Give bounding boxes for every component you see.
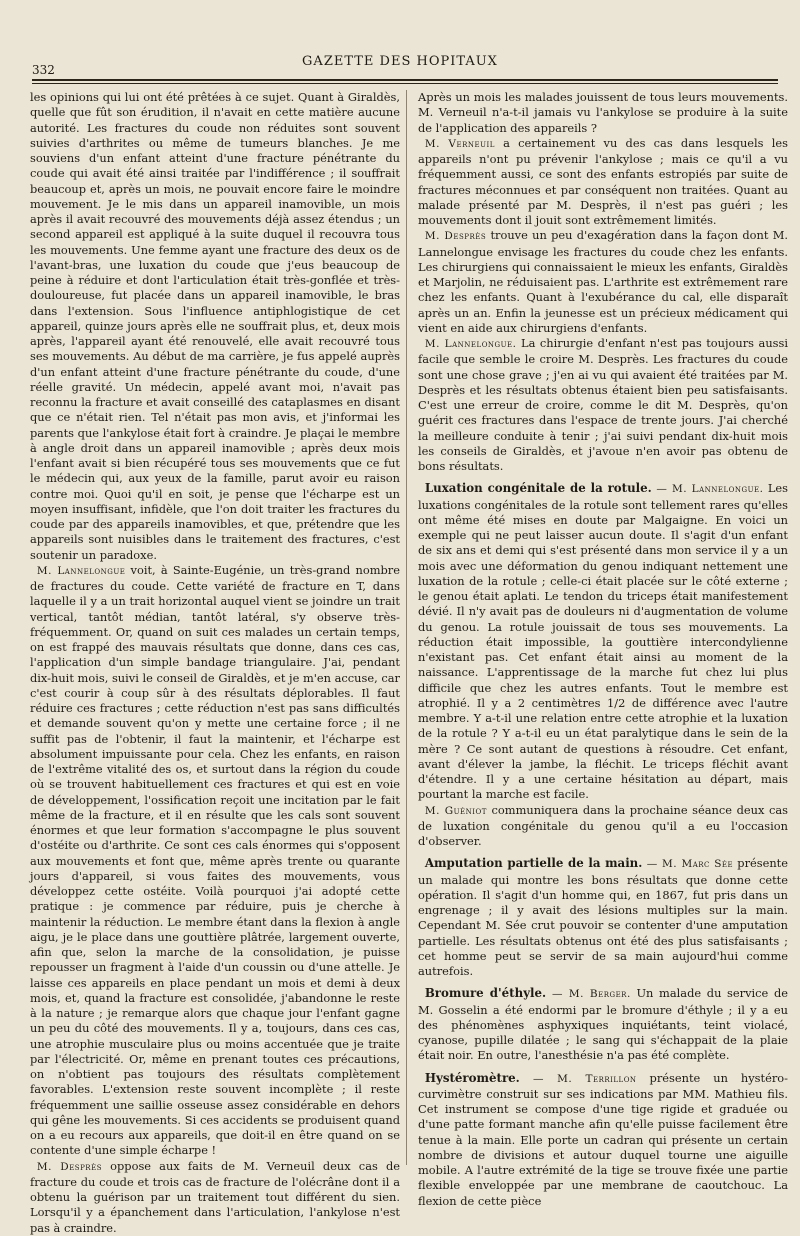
section-author: — M. Berger. (546, 988, 631, 1001)
section-title: Bromure d'éthyle. (424, 986, 547, 1001)
section-title: Luxation congénitale de la rotule. (424, 481, 652, 496)
section-author: — M. Terrillon (519, 1072, 637, 1085)
speaker-name: M. Guéniot (424, 804, 487, 817)
paragraph (418, 336, 788, 474)
paragraph (30, 563, 400, 1159)
right-column (418, 90, 788, 1209)
paragraph-text: oppose aux faits de M. Verneuil deux cas de fracture du coude et trois cas de fracture de l'olécrâne dont il a obtenu la guérison par un traitement tout différent du sien. Lorsqu'il y a épanchement dans l'articulation, l'ankylose n'est pas à craindre. (30, 1158, 401, 1235)
paragraph-text: a certainement vu des cas dans lesquels les appareils n'ont pu prévenir l'ankylose ; mais ce qu'il a vu fréquemment aussi, ce sont des enfants estropiés par suite de fractures méconnues et par conséquent non traitées. Quant au malade présenté par M. Desprès, il n'est pas guéri ; les mouvements dont il jouit sont extrêmement limités. (418, 135, 788, 227)
paragraph-text: trouve un peu d'exagération dans la façon dont M. Lannelongue envisage les fractures du coude chez les enfants. Les chirurgiens qui connaissaient le mieux les enfants, Giraldès et Marjolin, ne réduisaient pas. L'arthrite est extrêmement rare chez les enfants. Quant à l'exubérance du cal, elle disparaît après un an. Enfin la jeunesse est un précieux médicament qui vient en aide aux chirurgiens d'enfants. (418, 228, 788, 335)
page-number: 332 (32, 63, 55, 77)
running-head: GAZETTE DES HOPITAUX (302, 54, 498, 69)
section-title: Hystéromètre. (424, 1070, 520, 1085)
speaker-name: M. Desprès (36, 1160, 102, 1173)
section-paragraph (418, 986, 788, 1063)
paragraph-text: communiquera dans la prochaine séance deux cas de luxation congénitale du genou qu'il a eu l'occasion d'observer. (418, 802, 789, 848)
paragraph-text: Un malade du service de M. Gosselin a été endormi par le bromure d'éthyle ; il y a eu des phénomènes asphyxiques inquiétants, teint violacé, cyanose, pupille dilatée ; le sang qui s'échappait de la plaie était noir. En outre, l'anesthésie n'a pas été complète. (418, 986, 788, 1063)
left-column (30, 90, 400, 1236)
header-rule-thin (32, 83, 778, 84)
section-author: — M. Marc Sée (642, 858, 734, 871)
paragraph-text: La chirurgie d'enfant n'est pas toujours aussi facile que semble le croire M. Desprès. Les fractures du coude sont une chose grave ; j'en ai vu qui avaient été traitées par M. Desprès et les résultats obtenus étaient bien peu satisfaisants. C'est une erreur de croire, comme le dit M. Desprès, qu'on guérit ces fractures dans l'espace de trente jours. J'ai cherché la meilleure conduite à tenir ; j'ai suivi pendant dix-huit mois les conseils de Giraldès, et j'avoue n'en avoir pas obtenu de bons résultats. (418, 336, 788, 473)
paragraph-text: voit, à Sainte-Eugénie, un très-grand nombre de fractures du coude. Cette variété de fracture en T, dans laquelle il y a un trait horizontal auquel vient se joindre un trait vertical, tantôt médian, tantôt latéral, s'y observe très-fréquemment. Or, quand on suit ces malades un certain temps, on est frappé des mauvais résultats que donne, dans ces cas, l'application d'un simple bandage triangulaire. J'ai, pendant dix-huit mois, suivi le conseil de Giraldès, et je m'en accuse, car c'est courir à coup sûr à des résultats déplorables. Il faut réduire ces fractures ; cette réduction n'est pas sans difficultés et demande souvent qu'on y mette une certaine force ; il ne suffit pas de l'obtenir, il faut la maintenir, et l'écharpe est absolument impuissante pour cela. Chez les enfants, en raison de l'extrême vitalité des os, et surtout dans la région du coude où se trouvent habituellement ces fractures et qui est en voie de développement, l'ossification reçoit une incitation par le fait même de la fracture, et il en résulte que les cals sont souvent énormes et que leur formation s'accompagne le plus souvent d'ostéite ou d'arthrite. Ce sont ces cals énormes qui s'opposent aux mouvements et font que, même après trente ou quarante jours d'appareil, si vous faites des mouvements, vous développez cette ostéite. Voilà pourquoi j'ai adopté cette pratique : je commence par réduire, puis je cherche à maintenir la réduction. Le membre étant dans la flexion à angle aigu, je le place dans une gouttière plâtrée, largement ouverte, afin que, selon la marche de la consolidation, je puisse repousser un fragment à l'aide d'un coussin ou d'une attelle. Je laisse ces appareils en place pendant un mois et demi à deux mois, et, quand la fracture est consolidée, j'abandonne le reste à la nature ; je remarque alors que chaque jour l'enfant gagne un peu du côté des mouvements. Il y a, toujours, dans ces cas, une atrophie musculaire plus ou moins accentuée que je traite par l'électricité. Or, même en prenant toutes ces précautions, on n'obtient pas toujours des résultats complètement favorables. L'extension reste souvent incomplète ; il reste fréquemment une saillie osseuse assez considérable en dehors qui gêne les mouvements. Si ces accidents se produisent quand on a eu recours aux appareils, que doit-il en être quand on se contente d'une simple écharpe ! (30, 562, 400, 1158)
speaker-name: M. Lannelongue. (424, 338, 517, 350)
paragraph: Après un mois les malades jouissent de tous leurs mouvements. M. Verneuil n'a-t-il jamais vu l'ankylose se produire à la suite de l'application des appareils ? (418, 90, 788, 135)
speaker-name: M. Verneuil (424, 137, 495, 150)
paragraph-text: présente un hystéro-curvimètre construit sur ses indications par MM. Mathieu fils. Cet instrument se compose d'une tige rigide et graduée ou d'une patte formant manche afin qu'elle puisse facilement être tenue à la main. Elle porte un cadran qui présente un certain nombre de divisions et autour duquel tourne une aiguille mobile. A l'autre extrémité de la tige se trouve fixée une partie flexible enveloppée par une membrane de caoutchouc. La flexion de cette pièce (418, 1070, 788, 1208)
section-paragraph (418, 856, 788, 979)
column-divider (406, 90, 407, 1165)
paragraph-text: présente un malade qui montre les bons résultats que donne cette opération. Il s'agit d'un homme qui, en 1867, fut pris dans un engrenage ; il y avait des lésions multiples sur la main. Cependant M. Sée crut pouvoir se contenter d'une amputation partielle. Les résultats obtenus ont été des plus satisfaisants ; cet homme peut se servir de sa main aujourd'hui comme autrefois. (418, 856, 788, 978)
speaker-name: M. Lannelongue (36, 564, 126, 577)
paragraph (418, 803, 788, 850)
paragraph: les opinions qui lui ont été prêtées à ce sujet. Quant à Giraldès, quelle que fût son érudition, il n'avait en cette matière aucune autorité. Les fractures du coude non réduites sont souvent suivies d'arthrites ou même de tumeurs blanches. Je me souviens d'un enfant atteint d'une fracture pénétrante du coude qui avait été ainsi traitée par l'indifférence ; il souffrait beaucoup et, après un mois, ne pouvait encore faire le moindre mouvement. Je le mis dans un appareil inamovible, un mois après il avait recouvré des mouvements déjà assez étendus ; un second appareil est appliqué à la suite duquel il recouvra tous les mouvements. Une femme ayant une fracture des deux os de l'avant-bras, une luxation du coude que j'eus beaucoup de peine à réduire et dont l'articulation était très-gonflée et très-douloureuse, fut placée dans un appareil inamovible, le bras dans l'extension. Sous l'influence antiphlogistique de cet appareil, quinze jours après elle ne souffrait plus, et, deux mois après, l'appareil ayant été renouvelé, elle avait recouvré tous ses mouvements. Au début de ma carrière, je fus appelé auprès d'un enfant atteint d'une fracture pénétrante du coude, d'une réelle gravité. Un médecin, appelé avant moi, n'avait pas reconnu la fracture et avait conseillé des cataplasmes en disant que ce n'était rien. Tel n'était pas mon avis, et j'informai les parents que l'ankylose était fort à craindre. Je plaçai le membre à angle droit dans un appareil inamovible ; après deux mois l'enfant avait si bien récupéré tous ses mouvements que ce fut le médecin qui, aux yeux de la famille, parut avoir eu raison contre moi. Quoi qu'il en soit, je pense que l'écharpe est un moyen insuffisant, infidèle, que l'on doit traiter les fractures du coude par des appareils inamovibles, et que, prétendre que les appareils sont nuisibles dans le traitement des fractures, c'est soutenir un paradoxe. (30, 90, 400, 562)
section-author: — M. Lannelongue. (651, 483, 764, 496)
paragraph-text: Les luxations congénitales de la rotule sont tellement rares qu'elles ont même été mises en doute par Malgaigne. En voici un exemple qui ne peut laisser aucun doute. Il s'agit d'un enfant de six ans et demi qui s'est présenté dans mon service il y a un mois avec une déformation du genou indiquant nettement une luxation de la rotule ; celle-ci était placée sur le côté externe ; le genou était aplati. Le tendon du triceps était manifestement dévié. Il n'y avait pas de douleurs ni d'augmentation de volume du genou. La rotule jouissait de tous ses mouvements. La réduction était impossible, la gouttière intercondylienne n'existant pas. Cet enfant était ainsi au moment de la naissance. L'apprentissage de la marche fut chez lui plus difficile que chez les autres enfants. Tout le membre est atrophié. Il y a 2 centimètres 1/2 de différence avec l'autre membre. Y a-t-il une relation entre cette atrophie et la luxation de la rotule ? Y a-t-il eu un état paralytique dans le sein de la mère ? Ce sont autant de questions à résoudre. Cet enfant, avant d'élever la jambe, la fléchit. Le triceps fléchit avant d'étendre. Il y a une certaine hésitation au départ, mais pourtant la marche est facile. (418, 481, 788, 802)
header-rule (32, 79, 778, 81)
section-paragraph (418, 481, 788, 802)
paragraph (418, 228, 788, 336)
speaker-name: M. Desprès (424, 230, 487, 243)
section-paragraph (418, 1071, 788, 1209)
section-title: Amputation partielle de la main. (424, 856, 643, 871)
paragraph (418, 136, 788, 229)
paragraph (30, 1159, 400, 1236)
